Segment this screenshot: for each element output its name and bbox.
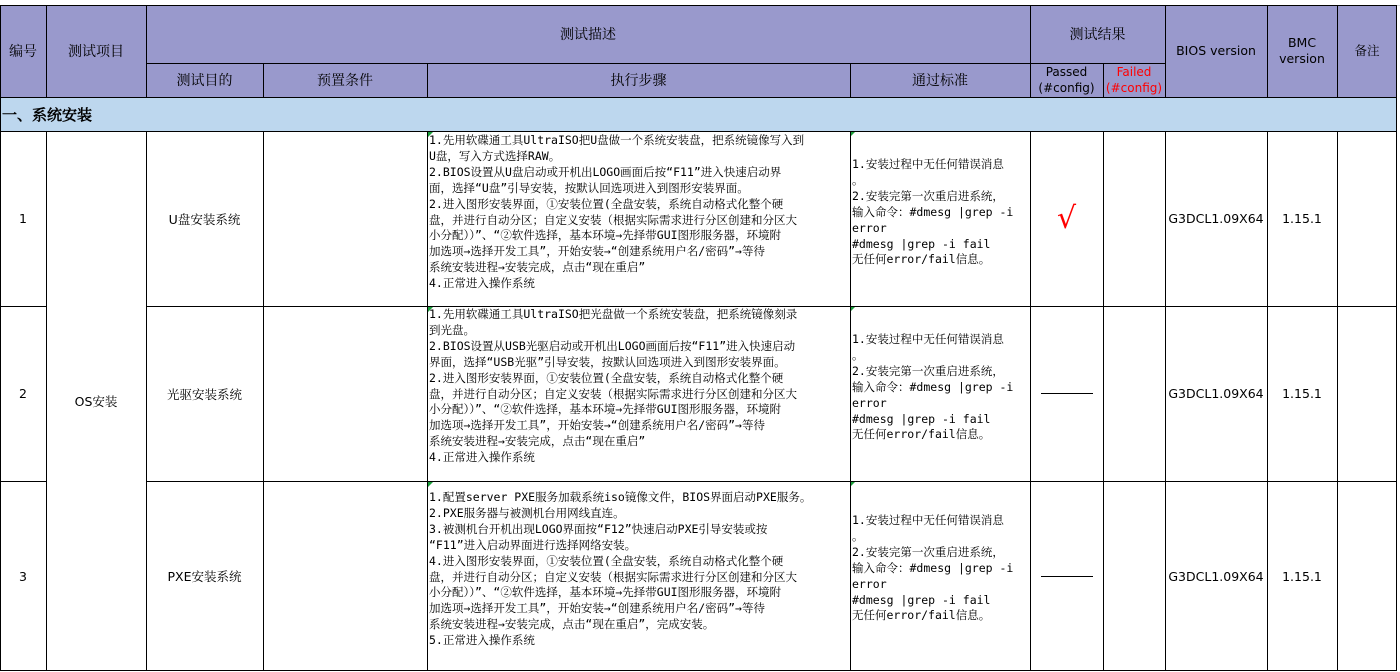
row-1-bios[interactable]: G3DCL1.09X64	[1168, 211, 1264, 226]
header-criteria[interactable]: 通过标准	[850, 63, 1030, 97]
step-line: 3.被测机台开机出现LOGO界面按“F12”快速启动PXE引导安装或按	[429, 521, 768, 536]
row-1-steps[interactable]	[427, 131, 850, 306]
header-precondition[interactable]: 预置条件	[263, 63, 427, 97]
step-line: 盘，并进行自动分区；自定义安装（根据实际需求进行分区创建和分区大	[429, 569, 797, 584]
criteria-line: 2.安装完第一次重启进系统，	[852, 188, 1004, 203]
step-line: 5.正常进入操作系统	[429, 633, 535, 648]
criteria-line: #dmesg |grep -i fail	[852, 411, 991, 426]
step-line: 系统安装进程→安装完成，点击“现在重启”，完成安装。	[429, 617, 715, 632]
step-line: 1.先用软碟通工具UltraISO把光盘做一个系统安装盘，把系统镜像刻录	[429, 307, 798, 321]
section-title[interactable]: 一、系统安装	[0, 97, 1397, 131]
comment-indicator-icon	[428, 482, 433, 487]
row-2-no[interactable]: 2	[19, 386, 27, 401]
step-line: 4.正常进入操作系统	[429, 276, 535, 291]
row-2-purpose[interactable]: 光驱安装系统	[166, 386, 242, 402]
grid-line	[1030, 131, 1031, 671]
header-no[interactable]: 编号	[0, 5, 46, 97]
grid-line	[850, 63, 851, 97]
step-line: 加选项→选择开发工具”，开始安装→“创建系统用户名/密码”→等待	[429, 601, 765, 616]
header-desc[interactable]: 测试描述	[146, 5, 1030, 63]
step-line: 加选项→选择开发工具”，开始安装→“创建系统用户名/密码”→等待	[429, 418, 765, 433]
row-3-failed[interactable]	[1103, 481, 1165, 671]
step-line: 4.进入图形安装界面，①安装位置(全盘安装，系统自动格式化整个硬	[429, 553, 784, 568]
step-line: 盘，并进行自动分区；自定义安装（根据实际需求进行分区创建和分区大	[429, 386, 797, 401]
header-passed-line1: Passed	[1045, 65, 1088, 79]
grid-line	[46, 5, 47, 97]
criteria-line: 。	[852, 528, 864, 543]
criteria-line: error	[852, 576, 887, 591]
row-3-purpose[interactable]: PXE安装系统	[167, 569, 242, 584]
row-2-remark[interactable]	[1337, 306, 1397, 481]
criteria-line: error	[852, 395, 887, 410]
criteria-line: 2.安装完第一次重启进系统，	[852, 544, 1004, 559]
grid-line	[0, 670, 1397, 671]
grid-line	[1103, 131, 1104, 671]
grid-line	[146, 481, 1397, 482]
criteria-line: #dmesg |grep -i fail	[852, 592, 991, 607]
row-1-passed[interactable]	[1030, 131, 1103, 306]
row-2-bios[interactable]: G3DCL1.09X64	[1168, 386, 1264, 401]
criteria-line: 。	[852, 172, 864, 187]
header-purpose[interactable]: 测试目的	[146, 63, 263, 97]
grid-line	[427, 131, 428, 671]
step-line: 界面，选择“USB光驱”引导安装，按默认回选项进入到图形安装界面。	[429, 354, 786, 369]
row-1-failed[interactable]	[1103, 131, 1165, 306]
step-line: 2.进入图形安装界面，①安装位置(全盘安装，系统自动格式化整个硬	[429, 370, 784, 385]
row-1-no[interactable]: 1	[19, 211, 27, 226]
grid-line	[1267, 5, 1268, 97]
grid-line	[146, 131, 147, 671]
header-passed-line2: (#config)	[1038, 81, 1095, 95]
check-mark-icon: √	[1056, 200, 1077, 236]
criteria-line: 无任何error/fail信息。	[852, 252, 991, 267]
row-1-remark[interactable]	[1337, 131, 1397, 306]
step-line: U盘，写入方式选择RAW。	[429, 148, 561, 163]
step-line: 到光盘。	[429, 322, 475, 337]
row-3-bios[interactable]: G3DCL1.09X64	[1168, 568, 1264, 584]
criteria-line: 。	[852, 347, 864, 362]
criteria-line: #dmesg |grep -i fail	[852, 236, 991, 251]
comment-indicator-icon	[428, 307, 433, 312]
row-3-steps[interactable]	[427, 481, 850, 671]
row-3-bmc[interactable]: 1.15.1	[1282, 568, 1322, 584]
grid-line	[0, 306, 46, 307]
criteria-line: 1.安装过程中无任何错误消息	[852, 513, 1004, 527]
step-line: 面，选择“U盘”引导安装，按默认回选项进入到图形安装界面。	[429, 180, 749, 195]
criteria-line: 输入命令：#dmesg |grep -i	[852, 379, 1014, 394]
grid-line	[850, 131, 851, 671]
row-2-bmc[interactable]: 1.15.1	[1282, 386, 1322, 401]
row-1-precondition[interactable]	[263, 131, 427, 306]
grid-line	[263, 63, 264, 97]
grid-line	[0, 5, 1, 671]
comment-indicator-icon	[428, 132, 433, 137]
criteria-line: 2.安装完第一次重启进系统，	[852, 363, 1004, 378]
grid-line	[146, 306, 1397, 307]
header-bmc[interactable]: BMC version	[1267, 5, 1337, 97]
step-line: 1.先用软碟通工具UltraISO把U盘做一个系统安装盘，把系统镜像写入到	[429, 133, 805, 147]
grid-line	[1103, 63, 1104, 97]
grid-line	[0, 481, 46, 482]
header-failed-line1: Failed	[1116, 65, 1152, 79]
criteria-line: 无任何error/fail信息。	[852, 608, 991, 623]
row-3-precondition[interactable]	[263, 481, 427, 671]
step-line: 小分配））”、“②软件选择，基本环境→先择带GUI图形服务器，环境附	[429, 585, 782, 600]
criteria-line: 无任何error/fail信息。	[852, 427, 991, 442]
grid-line	[1030, 5, 1031, 97]
grid-line	[0, 131, 1397, 132]
grid-line	[263, 131, 264, 671]
grid-line	[46, 131, 47, 671]
group-item-cell[interactable]: OS安装	[74, 394, 118, 409]
step-line: 盘，并进行自动分区；自定义安装（根据实际需求进行分区创建和分区大	[429, 212, 797, 227]
grid-line	[1396, 5, 1397, 671]
row-2-criteria[interactable]	[850, 306, 1030, 481]
grid-line	[0, 5, 1397, 6]
row-3-remark[interactable]	[1337, 481, 1397, 671]
criteria-line: 输入命令：#dmesg |grep -i	[852, 204, 1014, 219]
header-steps[interactable]: 执行步骤	[427, 63, 850, 97]
row-2-steps[interactable]	[427, 306, 850, 481]
step-line: “F11”进入启动界面进行选择网络安装。	[429, 537, 637, 552]
header-failed[interactable]	[1103, 63, 1165, 97]
row-3-criteria[interactable]	[850, 481, 1030, 671]
row-3-passed[interactable]	[1030, 481, 1103, 671]
criteria-line: 输入命令：#dmesg |grep -i	[852, 560, 1014, 575]
step-line: 系统安装进程→安装完成，点击“现在重启”	[429, 260, 646, 275]
row-1-purpose[interactable]: U盘安装系统	[168, 211, 241, 227]
grid-line	[1165, 5, 1166, 97]
row-2-passed[interactable]	[1030, 306, 1103, 481]
criteria-line: 1.安装过程中无任何错误消息	[852, 332, 1004, 346]
header-bios[interactable]: BIOS version	[1165, 5, 1267, 97]
step-line: 加选项→选择开发工具”，开始安装→“创建系统用户名/密码”→等待	[429, 244, 765, 259]
dash-line	[1041, 393, 1093, 394]
grid-line	[146, 63, 1165, 64]
grid-line	[427, 63, 428, 97]
step-line: 2.进入图形安装界面，①安装位置(全盘安装，系统自动格式化整个硬	[429, 196, 784, 211]
step-line: 小分配））”、“②软件选择，基本环境→先择带GUI图形服务器，环境附	[429, 228, 782, 243]
step-line: 2.BIOS设置从USB光驱启动或开机出LOGO画面后按“F11”进入快速启动	[429, 338, 796, 353]
header-item[interactable]: 测试项目	[46, 5, 146, 97]
header-result[interactable]: 测试结果	[1030, 5, 1165, 63]
step-line: 2.PXE服务器与被测机台用网线直连。	[429, 505, 625, 520]
criteria-line: 1.安装过程中无任何错误消息	[852, 157, 1004, 171]
grid-line	[0, 97, 1397, 98]
grid-line	[1267, 131, 1268, 671]
header-failed-line2: (#config)	[1105, 81, 1163, 95]
step-line: 小分配））”、“②软件选择，基本环境→先择带GUI图形服务器，环境附	[429, 402, 782, 417]
grid-line	[1337, 5, 1338, 97]
grid-line	[1165, 131, 1166, 671]
step-line: 系统安装进程→安装完成，点击“现在重启”	[429, 434, 646, 449]
step-line: 1.配置server PXE服务加载系统iso镜像文件，BIOS界面启动PXE服务。	[429, 490, 812, 504]
criteria-line: error	[852, 220, 887, 235]
row-2-failed[interactable]	[1103, 306, 1165, 481]
dash-line	[1041, 576, 1093, 577]
step-line: 2.BIOS设置从U盘启动或开机出LOGO画面后按“F11”进入快速启动界	[429, 164, 782, 179]
header-remark[interactable]: 备注	[1337, 5, 1397, 97]
grid-line	[1337, 131, 1338, 671]
row-1-criteria[interactable]	[850, 131, 1030, 306]
row-2-precondition[interactable]	[263, 306, 427, 481]
grid-line	[146, 5, 147, 97]
header-passed[interactable]	[1030, 63, 1103, 97]
row-3-no[interactable]: 3	[19, 568, 27, 584]
step-line: 4.正常进入操作系统	[429, 450, 535, 465]
row-1-bmc[interactable]: 1.15.1	[1282, 211, 1322, 226]
